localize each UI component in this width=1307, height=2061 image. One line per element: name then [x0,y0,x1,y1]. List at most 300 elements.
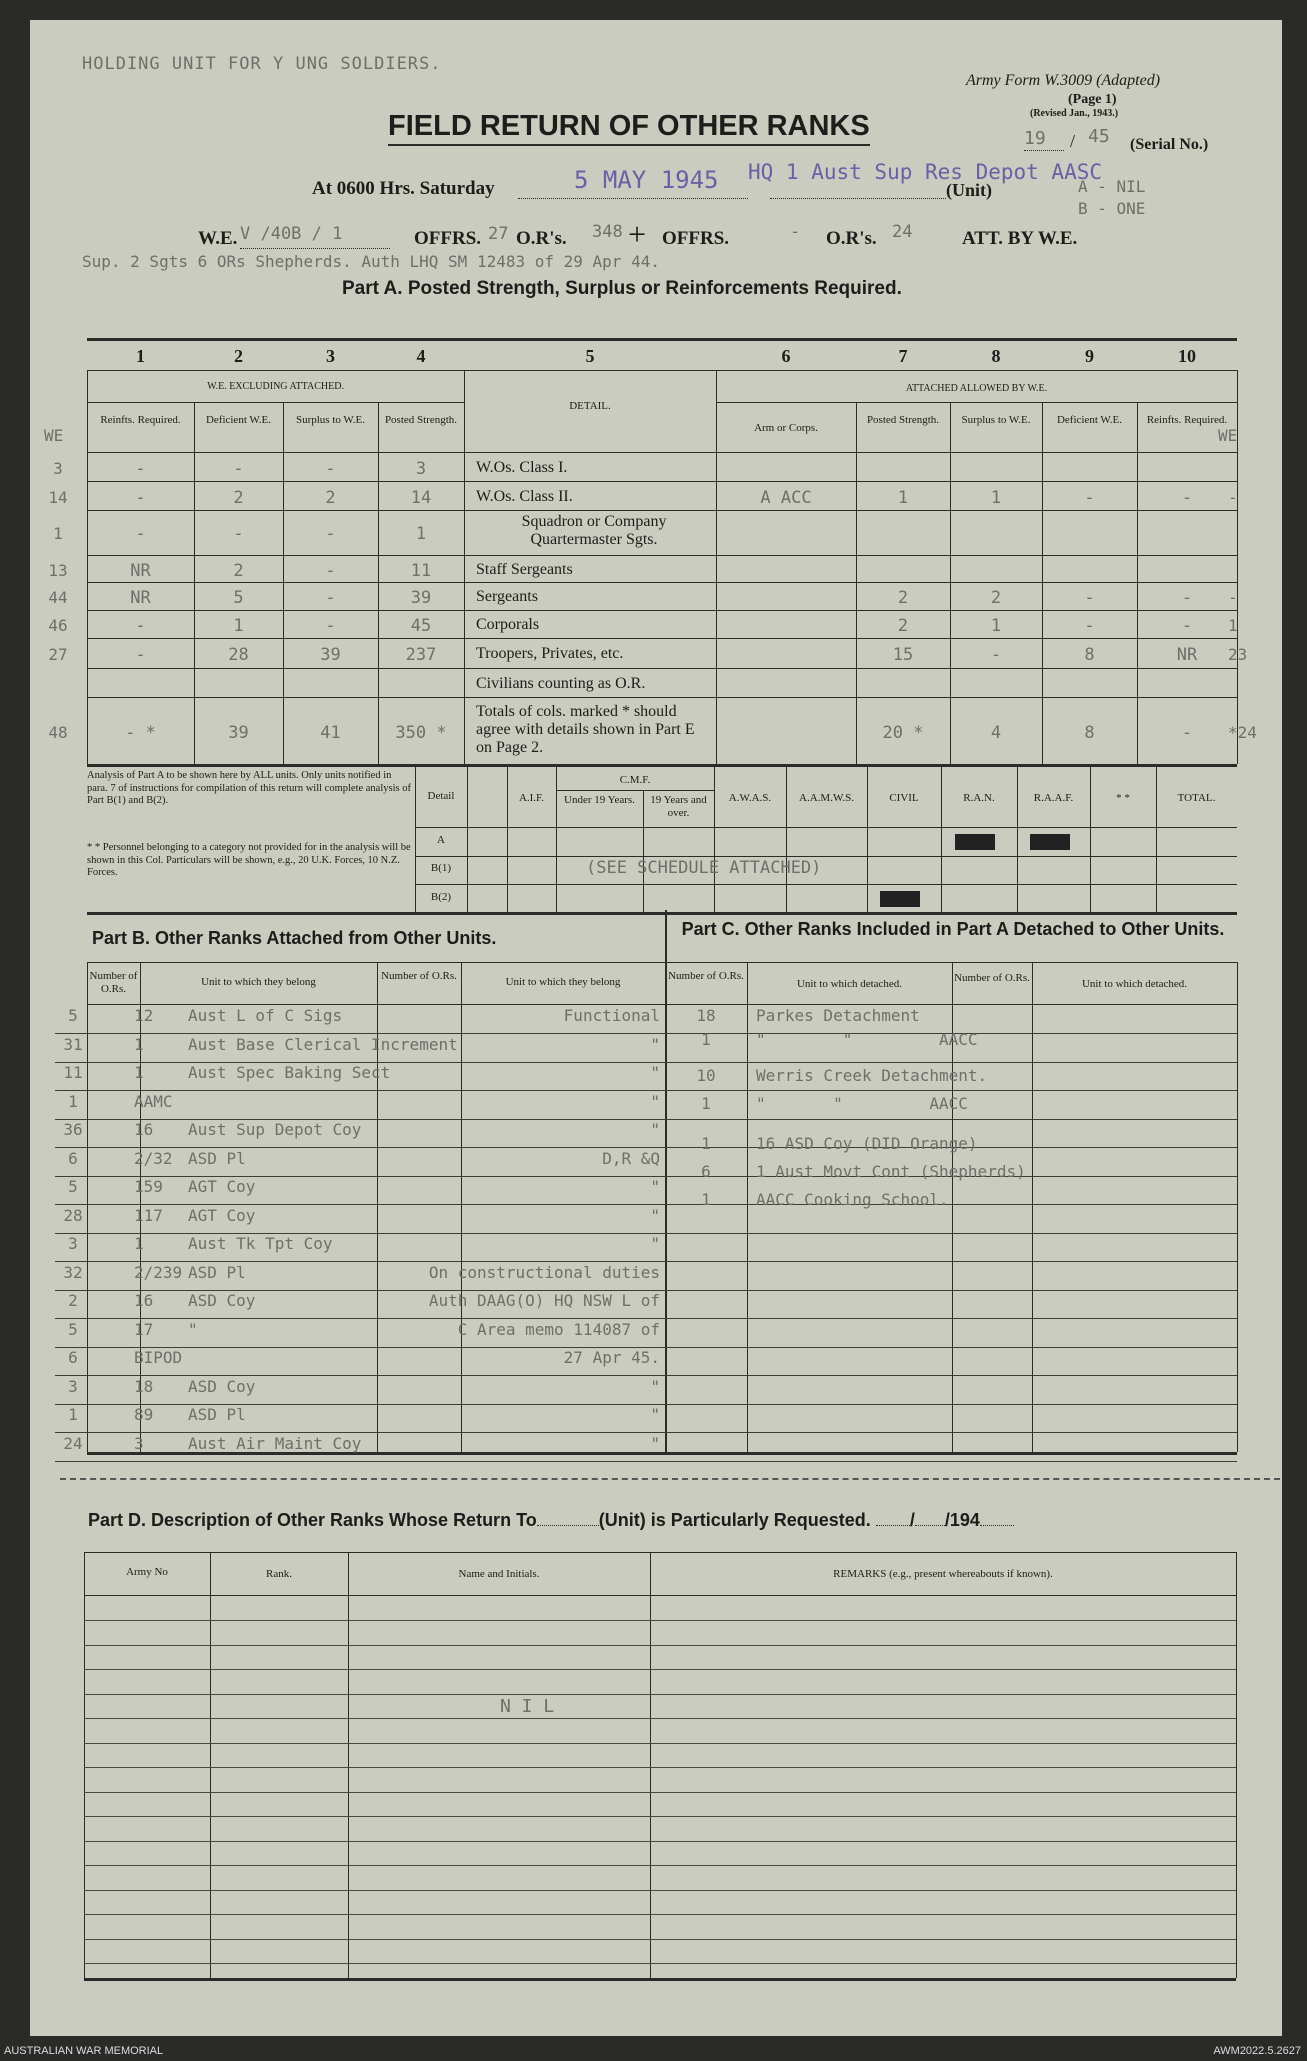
analysis-row-label: B(2) [430,891,452,903]
part-b-number: 89 [134,1405,154,1424]
part-a-vrule [1042,402,1043,764]
part-d-ruled-line [84,1963,1236,1964]
serial-slash: / [1070,131,1076,151]
part-d-ruled-line [84,1718,1236,1719]
part-b-margin-count: 3 [68,1376,78,1396]
part-d-vrule [1236,1552,1237,1978]
part-a-cell: - [1084,487,1095,508]
part-a-cell: - [233,523,244,544]
ors2-value: 24 [892,222,913,242]
part-d-year-blank[interactable] [980,1525,1014,1526]
part-b-margin-count: 28 [63,1205,83,1225]
part-a-cell: 15 [892,645,914,665]
part-b-number: AAMC [134,1091,173,1111]
part-a-cell: 3 [415,458,427,479]
part-b-number: BIPOD [134,1348,183,1367]
part-d-rule [84,1552,1236,1553]
cmf-rule [556,790,714,791]
col-header: Surplus to W.E. [295,414,366,426]
part-b-margin-count: 11 [63,1063,83,1082]
part-b-note: " [650,1376,660,1396]
part-d-title-c: / [909,1510,915,1530]
part-a-cell: - [1181,588,1193,608]
part-a-cell: - [1084,616,1095,636]
analysis-header: R.A.N. [963,792,995,804]
analysis-header: R.A.A.F. [1033,792,1074,804]
group-right-header: ATTACHED ALLOWED BY W.E. [905,383,1048,394]
analysis-row-label: B(1) [430,862,452,874]
analysis-header: CIVIL [889,792,919,804]
analysis-header: A.W.A.S. [728,792,772,804]
col-number: 1 [136,346,145,366]
part-b-margin-count: 5 [68,1319,78,1339]
sup-note: Sup. 2 Sgts 6 ORs Shepherds. Auth LHQ SM 12483 of 29 Apr 44. [82,252,660,271]
part-b-margin-count: 5 [68,1006,78,1025]
part-a-vrule [378,402,379,764]
serial-label: (Serial No.) [1130,136,1209,153]
part-b-number: 159 [134,1177,163,1196]
col-number: 3 [326,346,335,366]
part-a-vrule [194,402,195,764]
we-label: W.E. [198,228,238,249]
part-b-note: " [650,1120,660,1139]
part-c-unit: 16 ASD Coy (DID Orange) [756,1134,978,1153]
group-left-header: W.E. EXCLUDING ATTACHED. [207,381,344,392]
part-a-cell: 4 [990,722,1002,743]
part-a-cell: 1 [897,487,909,508]
part-b-margin-count: 6 [68,1348,78,1367]
part-a-cell: 350 * [395,722,447,743]
col-header: Deficient W.E. [205,414,272,426]
part-d-header: REMARKS (e.g., present whereabouts if known). [833,1568,1053,1580]
extra-margin-value: 23 [1228,645,1248,664]
part-b-number: 17 [134,1319,154,1339]
we-margin-value: 46 [48,616,68,635]
part-a-cell: - [325,458,336,479]
detail-header: DETAIL. [569,400,611,412]
part-a-cell: - [135,523,146,544]
part-d-ruled-line [84,1792,1236,1793]
side-note-a: A - NIL [1078,177,1146,196]
analysis-note-2: * * Personnel belonging to a category not provided for in the analysis will be shown in this Col. Particulars will be shown, e.g., 20 U.K. Forces, 10 N.Z. Forces. [87,842,411,878]
offrs2-value: - [790,222,801,242]
part-a-bottom-rule [87,764,1237,767]
unit-line [770,198,946,199]
part-a-cell: 2 [990,588,1002,608]
part-a-cell: 39 [320,645,341,665]
offrs-value: 27 [488,224,509,244]
part-d-ruled-line [84,1939,1236,1940]
part-b-note: Auth DAAG(O) HQ NSW L of [428,1291,660,1310]
part-a-cell: 1 [990,616,1002,636]
part-d-ruled-line [84,1669,1236,1670]
col-number: 8 [991,346,1001,366]
part-b-margin-count: 3 [68,1234,78,1253]
bc-vrule [747,962,748,1452]
part-c-header: Unit to which detached. [1081,978,1188,990]
part-c-number: 1 [701,1094,711,1113]
part-c-number: 1 [701,1190,711,1209]
part-a-cell: 20 * [882,722,924,743]
part-c-unit: 1 Aust Movt Cont (Shepherds) [756,1162,1026,1181]
col-number: 5 [585,346,595,366]
part-b-header: Unit to which they belong [201,976,316,988]
part-b-header: Unit to which they belong [505,976,621,988]
part-c-number: 1 [701,1134,711,1153]
part-a-cell: NR [1176,645,1198,665]
revised-date: (Revised Jan., 1943.) [1030,108,1119,119]
analysis-rule [415,827,1237,828]
part-a-cell: - [135,645,146,665]
part-a-row-rule [87,555,1237,556]
serial-number: 45 [1088,126,1110,147]
part-b-margin-count: 24 [63,1433,83,1453]
part-d-title [88,1510,1014,1531]
serial-year: 19 [1024,128,1046,149]
we-margin-value: 44 [48,588,68,607]
part-b-number: 16 [134,1291,154,1310]
part-d-title-b: (Unit) is Particularly Requested. [598,1510,871,1530]
part-d-ruled-line [84,1743,1236,1744]
part-b-margin-count: 36 [63,1120,83,1139]
part-b-number: 117 [134,1205,163,1225]
part-b-number: 12 [134,1006,154,1025]
part-b-note: On constructional duties [428,1262,660,1282]
unit-stamp: HQ 1 Aust Sup Res Depot AASC [748,160,1103,184]
date-stamp: 5 MAY 1945 [574,166,719,194]
part-a-cell: - [135,616,146,636]
part-a-vrule [1137,402,1138,764]
part-c-number: 18 [696,1006,716,1025]
part-b-unit: Aust Sup Depot Coy [188,1120,362,1139]
detail-label: W.Os. Class II. [476,487,573,505]
part-b-note: " [650,1433,660,1453]
part-a-cell: 39 [410,588,432,608]
part-b-unit: Aust Spec Baking Sect [188,1063,391,1082]
detail-label: Corporals [476,616,540,633]
part-c-title: Part C. Other Ranks Included in Part A Detached to Other Units. [681,919,1225,939]
part-a-cell: - * [125,722,156,743]
we-margin-value: 48 [48,722,68,742]
analysis-header: Under 19 Years. [564,794,635,806]
part-b-note: " [650,1205,660,1225]
ors2-label: O.R's. [826,228,877,249]
part-b-margin-count: 6 [68,1148,78,1168]
part-b-number: 1 [134,1234,144,1253]
part-a-row-rule [87,610,1237,611]
analysis-vrule [867,764,868,912]
bc-vrule [1032,962,1033,1452]
page-number: (Page 1) [1068,92,1117,107]
part-a-row-rule [87,668,1237,669]
part-a-group-rule-left [87,402,464,403]
redaction-mark [955,834,995,850]
form-number: Army Form W.3009 (Adapted) [966,72,1161,89]
part-b-note: C Area memo 114087 of [457,1319,660,1339]
part-a-cell: - [325,523,336,544]
part-a-cell: 1 [990,487,1002,508]
part-b-note: 27 Apr 45. [563,1348,660,1367]
part-a-row-rule [87,582,1237,583]
part-c-unit: " " AACC [756,1094,968,1113]
redaction-mark [880,891,920,907]
part-b-unit: Aust L of C Sigs [188,1006,343,1025]
col-header: Posted Strength. [866,414,940,426]
col-number: 7 [898,346,908,366]
part-b-unit: AGT Coy [188,1205,256,1225]
part-b-number: 1 [134,1034,144,1054]
bc-divider [665,910,667,1452]
typed-unit-top: HOLDING UNIT FOR Y UNG SOLDIERS. [82,54,442,74]
footer-left: AUSTRALIAN WAR MEMORIAL [4,2045,164,2057]
part-d-ruled-line [84,1694,1236,1695]
part-a-cell: 11 [410,560,432,581]
part-a-cell: 237 [405,645,437,665]
part-a-cell: - [325,616,336,636]
part-d-rule [84,1595,1236,1596]
we-margin-value: 27 [48,645,68,664]
part-b-margin-count: 5 [68,1177,78,1196]
part-a-cell: 45 [410,616,432,636]
date-line [518,198,748,199]
part-b-note: " [650,1234,660,1253]
part-b-margin-count: 31 [63,1034,83,1054]
part-b-header: Number of O.Rs. [381,970,457,982]
we-margin-value: 13 [48,560,68,580]
part-b-unit: " [188,1319,198,1339]
analysis-header: 19 Years and over. [650,794,707,819]
extra-margin-value: - [1228,487,1238,507]
detail-label: Troopers, Privates, etc. [476,645,624,662]
part-d-header: Rank. [266,1568,292,1580]
part-b-row-line [55,1461,1237,1462]
col-number: 10 [1178,346,1196,366]
part-a-cell: - [1181,487,1193,508]
part-d-title-a: Part D. Description of Other Ranks Whose Return To [88,1510,537,1530]
analysis-header: * * [1116,792,1130,804]
analysis-header: C.M.F. [619,774,651,786]
part-c-header: Number of O.Rs. [668,970,744,982]
part-b-unit: ASD Pl [188,1405,246,1424]
part-b-number: 1 [134,1063,144,1082]
part-a-cell: 14 [410,487,432,508]
part-d-ruled-line [84,1767,1236,1768]
part-a-cell: 2 [233,560,244,581]
part-b-title: Part B. Other Ranks Attached from Other Units. [92,928,497,948]
part-b-unit: Aust Air Maint Coy [188,1433,362,1453]
analysis-vrule [507,764,508,912]
part-b-number: 2/239 [134,1262,183,1282]
offrs-label: OFFRS. [414,228,482,249]
part-b-unit: ASD Pl [188,1148,246,1168]
part-a-cell: 5 [233,588,244,608]
detail-label: Totals of cols. marked * should agree with details shown in Part E on Page 2. [476,703,695,756]
part-c-number: 6 [701,1162,711,1181]
part-c-unit: Parkes Detachment [756,1006,920,1025]
we-margin-value: 1 [53,523,63,543]
part-a-cell: - [325,560,336,581]
part-a-top-rule [87,338,1237,341]
part-a-header-bottom [87,452,1237,453]
part-a-group-rule-right [716,402,1237,403]
col-number: 9 [1085,346,1094,366]
part-a-cell: 8 [1084,722,1095,743]
part-d-ruled-line [84,1620,1236,1621]
part-d-ruled-line [84,1914,1236,1915]
part-d-ruled-line [84,1841,1236,1842]
part-c-header: Number of O.Rs. [954,972,1030,984]
form-sheet [30,20,1282,2036]
part-a-cell: 8 [1084,645,1095,665]
part-b-number: 18 [134,1376,154,1396]
ors-value: 348 [592,222,623,242]
we-margin-value: 14 [48,487,68,507]
part-b-unit: AGT Coy [188,1177,256,1196]
analysis-header: A.I.F. [518,792,545,804]
part-a-cell: - [1181,616,1193,636]
part-a-numbers-rule [87,370,1237,371]
extra-margin-value: *24 [1228,722,1257,742]
part-b-unit: Aust Base Clerical Increment [188,1034,458,1054]
col-header: Reinfts. Required. [100,414,181,426]
col-header: Arm or Corps. [754,422,818,434]
analysis-vrule [467,764,468,912]
part-d-month-blank[interactable] [915,1525,945,1526]
col-header: Deficient W.E. [1056,414,1123,426]
part-b-unit: ASD Coy [188,1376,256,1396]
part-a-vrule [464,370,465,764]
plus-sign: + [628,216,647,252]
bc-vrule [1237,962,1238,1452]
col-number: 2 [234,346,243,366]
part-d-header: Name and Initials. [458,1568,540,1580]
we-line [240,248,390,249]
part-a-cell: - [233,458,244,479]
col-header: Surplus to W.E. [961,414,1031,426]
att-by-we: ATT. BY W.E. [962,228,1078,249]
part-a-cell: NR [130,560,151,581]
part-a-cell: - [325,588,336,608]
analysis-rule [415,856,1237,857]
part-c-number: 10 [696,1066,716,1085]
detail-label: W.Os. Class I. [476,458,568,476]
part-b-note: " [650,1405,660,1424]
part-d-ruled-line [84,1645,1236,1646]
part-d-nil: N I L [500,1696,555,1717]
part-b-margin-count: 1 [68,1091,78,1111]
part-b-margin-count: 1 [68,1405,78,1424]
part-b-note: " [650,1063,660,1082]
part-b-unit: ASD Coy [188,1291,256,1310]
detail-label: Civilians counting as O.R. [476,674,646,692]
part-a-cell: - [1181,722,1193,743]
footer-right: AWM2022.5.2627 [1213,2045,1301,2057]
part-b-number: 2/32 [134,1148,173,1168]
analysis-bottom-rule [87,912,1237,915]
detail-label: Staff Sergeants [476,560,573,578]
part-b-note: " [650,1091,660,1111]
col-number: 4 [416,346,426,366]
part-a-cell: 39 [228,722,249,743]
part-a-row-rule [87,697,1237,698]
analysis-note: Analysis of Part A to be shown here by ALL units. Only units notified in para. 7 of instructions for compilation of this return will complete analysis of Part B(1) and B(2). [87,770,411,806]
part-b-note: " [650,1034,660,1054]
col-header: Reinfts. Required. [1146,414,1228,426]
part-b-note: D,R &Q [602,1148,660,1168]
col-header: Posted Strength. [384,414,458,426]
we-margin-value: 3 [53,458,63,478]
schedule-note: (SEE SCHEDULE ATTACHED) [586,858,822,878]
bc-rule [87,1004,1237,1005]
part-a-vrule [856,402,857,764]
perforation-line [60,1478,1280,1480]
part-a-cell: 2 [897,588,909,608]
part-a-cell: - [135,458,146,479]
part-d-unit-blank[interactable] [537,1525,599,1526]
analysis-vrule [714,764,715,912]
side-note-b: B - ONE [1078,199,1146,218]
part-d-bottom-rule [84,1978,1236,1981]
part-a-cell: 2 [233,487,244,508]
analysis-vrule [1017,764,1018,912]
part-d-ruled-line [84,1890,1236,1891]
analysis-header: Detail [427,790,455,802]
part-a-cell: NR [130,588,151,608]
part-a-cell: 41 [320,722,341,743]
part-a-cell: 28 [228,645,249,665]
part-a-cell: - [990,645,1002,665]
part-b-unit: ASD Pl [188,1262,246,1282]
extra-margin-value: 1 [1228,616,1238,635]
part-c-unit: Werris Creek Detachment. [756,1066,988,1085]
analysis-rule [415,884,1237,885]
side-notes [1078,176,1145,220]
part-d-header: Army No [126,1566,168,1578]
part-a-title: Part A. Posted Strength, Surplus or Reinforcements Required. [342,278,902,299]
part-a-row-rule [87,481,1237,482]
analysis-vrule [941,764,942,912]
part-a-vrule [283,402,284,764]
detail-label: Sergeants [476,588,538,605]
form-title: FIELD RETURN OF OTHER RANKS [388,110,870,146]
part-b-number: 3 [134,1433,144,1453]
part-b-unit: Aust Tk Tpt Coy [188,1234,333,1253]
part-d-ruled-line [84,1816,1236,1817]
offrs2-label: OFFRS. [662,228,730,249]
analysis-row-label: A [437,834,445,846]
analysis-vrule [1156,764,1157,912]
margin-we-label-right: WE [1218,426,1238,445]
serial-year-line [1024,150,1064,151]
part-a-cell: - [135,487,146,508]
unit-label: (Unit) [946,180,992,200]
part-d-date-blank[interactable] [876,1525,910,1526]
part-a-row-rule [87,510,1237,511]
margin-we-label: WE [44,426,64,445]
part-c-header: Unit to which detached. [796,978,903,990]
part-a-vrule [950,402,951,764]
part-b-margin-count: 32 [63,1262,83,1282]
detail-label: Squadron or Company Quartermaster Sgts. [521,513,667,548]
part-b-margin-count: 2 [68,1291,78,1310]
analysis-header: A.A.M.W.S. [799,792,854,804]
part-b-note: Functional [563,1006,660,1025]
analysis-header: TOTAL. [1177,792,1216,804]
bc-rule [87,962,1237,963]
part-d-title-d: /194 [944,1510,980,1530]
ors-label: O.R's. [516,228,567,249]
extra-margin-value: - [1228,588,1238,607]
